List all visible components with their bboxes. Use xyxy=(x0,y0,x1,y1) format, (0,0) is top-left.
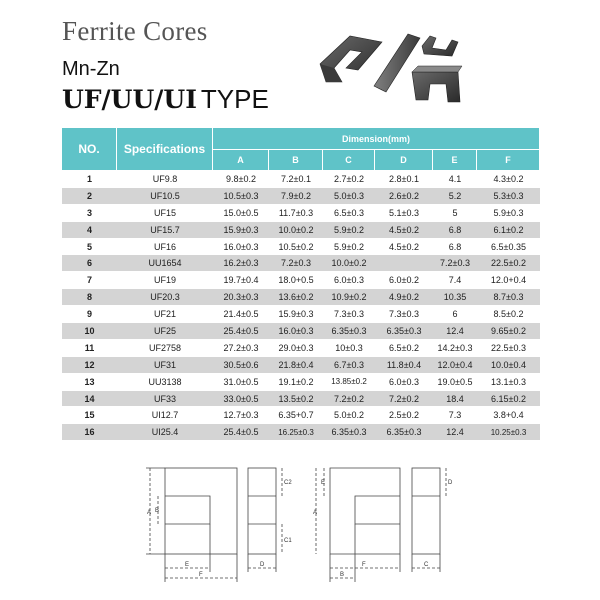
row-number: 3 xyxy=(62,205,117,222)
dimension-e-cell: 10.35 xyxy=(433,289,477,306)
table-row xyxy=(62,357,540,374)
dimension-e-cell: 6.8 xyxy=(433,239,477,256)
dimension-c-cell: 6.7±0.3 xyxy=(323,357,375,374)
dimension-a-cell: 33.0±0.5 xyxy=(213,391,269,408)
dimension-a-cell: 19.7±0.4 xyxy=(213,272,269,289)
dimension-d-cell: 6.0±0.2 xyxy=(375,272,433,289)
label-f-1: F xyxy=(199,572,203,578)
row-specification: UF33 xyxy=(117,391,213,408)
dimension-b-cell: 13.6±0.2 xyxy=(269,289,323,306)
row-specification: UF15.7 xyxy=(117,222,213,239)
material-subtitle: Mn-Zn xyxy=(62,58,120,80)
dimension-b-cell: 15.9±0.3 xyxy=(269,306,323,323)
row-specification: UF20.3 xyxy=(117,289,213,306)
dimension-a-cell: 16.0±0.3 xyxy=(213,239,269,256)
dimension-b-cell: 16.0±0.3 xyxy=(269,323,323,340)
table-row xyxy=(62,239,540,256)
row-specification: UF31 xyxy=(117,357,213,374)
dimension-d-cell: 7.3±0.3 xyxy=(375,306,433,323)
column-header-dimension: Dimension(mm) xyxy=(213,128,540,150)
dimension-f-cell: 10.0±0.4 xyxy=(477,357,540,374)
dimension-c-cell: 10.9±0.2 xyxy=(323,289,375,306)
dimension-c-cell: 5.9±0.2 xyxy=(323,239,375,256)
column-header-d: D xyxy=(375,150,433,171)
dimension-d-cell: 4.9±0.2 xyxy=(375,289,433,306)
dimension-b-cell: 18.0+0.5 xyxy=(269,272,323,289)
dimension-f-cell: 10.25±0.3 xyxy=(477,424,540,441)
dimension-c-cell: 7.3±0.3 xyxy=(323,306,375,323)
row-number: 7 xyxy=(62,272,117,289)
dimension-d-cell: 5.1±0.3 xyxy=(375,205,433,222)
dimension-f-cell: 5.9±0.3 xyxy=(477,205,540,222)
dimension-e-cell: 4.1 xyxy=(433,171,477,188)
dimension-d-cell: 2.8±0.1 xyxy=(375,171,433,188)
row-specification: UU3138 xyxy=(117,374,213,391)
dimension-b-cell: 16.25±0.3 xyxy=(269,424,323,441)
column-header-a: A xyxy=(213,150,269,171)
dimension-b-cell: 7.2±0.1 xyxy=(269,171,323,188)
table-row xyxy=(62,424,540,441)
dimension-e-cell: 18.4 xyxy=(433,391,477,408)
dimension-e-cell: 12.4 xyxy=(433,424,477,441)
label-f-2: F xyxy=(362,562,366,568)
row-specification: UU1654 xyxy=(117,255,213,272)
row-number: 8 xyxy=(62,289,117,306)
uu-side-drawing xyxy=(412,468,446,572)
dimension-b-cell: 13.5±0.2 xyxy=(269,391,323,408)
dimension-d-cell: 11.8±0.4 xyxy=(375,357,433,374)
dimension-f-cell: 8.7±0.3 xyxy=(477,289,540,306)
dimension-e-cell: 5.2 xyxy=(433,188,477,205)
dimension-e-cell: 6.8 xyxy=(433,222,477,239)
column-header-f: F xyxy=(477,150,540,171)
dimension-e-cell: 7.4 xyxy=(433,272,477,289)
dimension-a-cell: 30.5±0.6 xyxy=(213,357,269,374)
row-number: 13 xyxy=(62,374,117,391)
table-row xyxy=(62,306,540,323)
dimension-f-cell: 5.3±0.3 xyxy=(477,188,540,205)
dimension-f-cell: 22.5±0.3 xyxy=(477,340,540,357)
row-number: 2 xyxy=(62,188,117,205)
page-title: Ferrite Cores xyxy=(62,16,208,46)
label-c-2: C xyxy=(424,562,429,568)
dimension-f-cell: 12.0+0.4 xyxy=(477,272,540,289)
column-header-b: B xyxy=(269,150,323,171)
table-row xyxy=(62,323,540,340)
dimension-e-cell: 7.3 xyxy=(433,407,477,424)
dimension-a-cell: 27.2±0.3 xyxy=(213,340,269,357)
row-number: 14 xyxy=(62,391,117,408)
uu-front-drawing xyxy=(316,468,400,582)
row-number: 10 xyxy=(62,323,117,340)
dimension-b-cell: 11.7±0.3 xyxy=(269,205,323,222)
dimension-c-cell: 6.0±0.3 xyxy=(323,272,375,289)
row-number: 4 xyxy=(62,222,117,239)
row-specification: UI25.4 xyxy=(117,424,213,441)
label-c2: C2 xyxy=(284,480,292,486)
table-row xyxy=(62,222,540,239)
label-b-2: B xyxy=(340,572,345,578)
dimension-d-cell: 6.0±0.3 xyxy=(375,374,433,391)
dimension-c-cell: 6.5±0.3 xyxy=(323,205,375,222)
dimension-b-cell: 21.8±0.4 xyxy=(269,357,323,374)
table-row xyxy=(62,289,540,306)
row-specification: UF15 xyxy=(117,205,213,222)
column-header-no: NO. xyxy=(62,128,117,171)
dimension-e-cell: 7.2±0.3 xyxy=(433,255,477,272)
dimension-a-cell: 9.8±0.2 xyxy=(213,171,269,188)
dimension-a-cell: 12.7±0.3 xyxy=(213,407,269,424)
row-specification: UF10.5 xyxy=(117,188,213,205)
dimension-b-cell: 7.2±0.3 xyxy=(269,255,323,272)
label-a-2: A xyxy=(313,510,318,516)
dimension-f-cell: 6.5±0.35 xyxy=(477,239,540,256)
row-number: 6 xyxy=(62,255,117,272)
table-row xyxy=(62,407,540,424)
column-header-specifications: Specifications xyxy=(117,128,213,171)
dimension-f-cell: 4.3±0.2 xyxy=(477,171,540,188)
dimension-e-cell: 14.2±0.3 xyxy=(433,340,477,357)
row-number: 16 xyxy=(62,424,117,441)
label-b-1: B xyxy=(155,508,160,514)
dimension-a-cell: 10.5±0.3 xyxy=(213,188,269,205)
dimension-e-cell: 12.4 xyxy=(433,323,477,340)
dimension-f-cell: 13.1±0.3 xyxy=(477,374,540,391)
row-number: 12 xyxy=(62,357,117,374)
column-header-c: C xyxy=(323,150,375,171)
label-d-1: D xyxy=(260,562,265,568)
label-e-2: E xyxy=(321,480,326,486)
dimension-c-cell: 5.0±0.3 xyxy=(323,188,375,205)
dimension-b-cell: 7.9±0.2 xyxy=(269,188,323,205)
dimension-c-cell: 2.7±0.2 xyxy=(323,171,375,188)
uf-side-drawing xyxy=(248,468,282,572)
dimension-e-cell: 5 xyxy=(433,205,477,222)
table-row xyxy=(62,205,540,222)
row-number: 9 xyxy=(62,306,117,323)
dimension-a-cell: 25.4±0.5 xyxy=(213,424,269,441)
dimension-b-cell: 29.0±0.3 xyxy=(269,340,323,357)
row-specification: UF19 xyxy=(117,272,213,289)
dimension-f-cell: 8.5±0.2 xyxy=(477,306,540,323)
table-row xyxy=(62,391,540,408)
table-row xyxy=(62,374,540,391)
dimension-c-cell: 6.35±0.3 xyxy=(323,424,375,441)
label-d-2: D xyxy=(448,480,453,486)
dimension-d-cell xyxy=(375,255,433,272)
dimension-a-cell: 20.3±0.3 xyxy=(213,289,269,306)
row-number: 5 xyxy=(62,239,117,256)
type-heading xyxy=(62,84,269,115)
table-row xyxy=(62,171,540,188)
row-number: 15 xyxy=(62,407,117,424)
table-row xyxy=(62,272,540,289)
dimension-d-cell: 6.35±0.3 xyxy=(375,424,433,441)
dimension-a-cell: 15.0±0.5 xyxy=(213,205,269,222)
dimension-d-cell: 7.2±0.2 xyxy=(375,391,433,408)
dimension-d-cell: 4.5±0.2 xyxy=(375,239,433,256)
dimension-d-cell: 2.5±0.2 xyxy=(375,407,433,424)
row-number: 11 xyxy=(62,340,117,357)
type-heading-word: TYPE xyxy=(200,84,269,114)
dimension-f-cell: 3.8+0.4 xyxy=(477,407,540,424)
dimension-d-cell: 6.35±0.3 xyxy=(375,323,433,340)
dimension-c-cell: 7.2±0.2 xyxy=(323,391,375,408)
dimension-e-cell: 19.0±0.5 xyxy=(433,374,477,391)
dimension-f-cell: 9.65±0.2 xyxy=(477,323,540,340)
dimension-b-cell: 6.35+0.7 xyxy=(269,407,323,424)
dimension-a-cell: 16.2±0.3 xyxy=(213,255,269,272)
dimension-d-cell: 4.5±0.2 xyxy=(375,222,433,239)
dimension-f-cell: 22.5±0.2 xyxy=(477,255,540,272)
ferrite-cores-photo xyxy=(312,26,482,110)
row-specification: UI12.7 xyxy=(117,407,213,424)
dimension-f-cell: 6.1±0.2 xyxy=(477,222,540,239)
column-header-e: E xyxy=(433,150,477,171)
dimension-table xyxy=(62,128,540,441)
label-a-1: A xyxy=(147,510,152,516)
dimension-c-cell: 6.35±0.3 xyxy=(323,323,375,340)
dimension-c-cell: 5.0±0.2 xyxy=(323,407,375,424)
row-specification: UF2758 xyxy=(117,340,213,357)
row-specification: UF21 xyxy=(117,306,213,323)
row-number: 1 xyxy=(62,171,117,188)
core-dimension-drawings xyxy=(130,460,460,585)
dimension-d-cell: 2.6±0.2 xyxy=(375,188,433,205)
table-row xyxy=(62,255,540,272)
row-specification: UF9.8 xyxy=(117,171,213,188)
dimension-c-cell: 13.85±0.2 xyxy=(323,374,375,391)
dimension-a-cell: 21.4±0.5 xyxy=(213,306,269,323)
dimension-a-cell: 25.4±0.5 xyxy=(213,323,269,340)
dimension-c-cell: 10.0±0.2 xyxy=(323,255,375,272)
dimension-c-cell: 10±0.3 xyxy=(323,340,375,357)
dimension-b-cell: 10.5±0.2 xyxy=(269,239,323,256)
dimension-a-cell: 15.9±0.3 xyxy=(213,222,269,239)
dimension-f-cell: 6.15±0.2 xyxy=(477,391,540,408)
table-row xyxy=(62,340,540,357)
label-c1: C1 xyxy=(284,538,292,544)
row-specification: UF16 xyxy=(117,239,213,256)
dimension-c-cell: 5.9±0.2 xyxy=(323,222,375,239)
type-heading-codes: UF/UU/UI xyxy=(62,85,197,114)
dimension-b-cell: 10.0±0.2 xyxy=(269,222,323,239)
dimension-e-cell: 12.0±0.4 xyxy=(433,357,477,374)
table-row xyxy=(62,188,540,205)
label-e-1: E xyxy=(185,562,190,568)
dimension-e-cell: 6 xyxy=(433,306,477,323)
dimension-d-cell: 6.5±0.2 xyxy=(375,340,433,357)
row-specification: UF25 xyxy=(117,323,213,340)
uf-front-drawing xyxy=(146,468,237,582)
dimension-b-cell: 19.1±0.2 xyxy=(269,374,323,391)
dimension-a-cell: 31.0±0.5 xyxy=(213,374,269,391)
